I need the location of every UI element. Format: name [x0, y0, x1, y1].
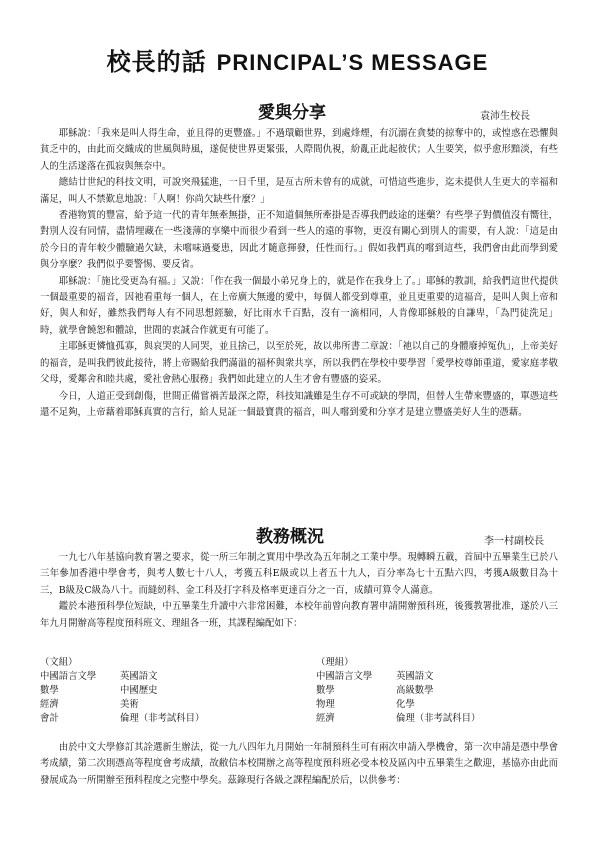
course-subject: 經濟 [40, 699, 59, 710]
section2-paragraph: 鑑於本港預科學位短缺，中五畢業生升讀中六非常困難，本校年前曾向教育署申請開辦預科班，後獲教署批准，遂於八三年九月開辦高等程度預科班文、理組各一班，其課程編配如下： [40, 601, 558, 629]
course-subject: 數學 [40, 685, 59, 696]
title-english: PRINCIPAL’S MESSAGE [216, 50, 489, 75]
section2-author: 李一村副校長 [484, 536, 544, 547]
course-subject: 英國語文 [396, 671, 434, 682]
section1-heading: 愛與分享 [258, 103, 326, 123]
course-subject: 經濟 [316, 713, 335, 724]
page-title [0, 42, 595, 77]
science-row [316, 712, 480, 726]
science-stream [316, 656, 480, 726]
science-row [316, 684, 480, 698]
section2-paragraph: 由於中文大學修訂其詮選新生辦法，從一九八四年九月開始一年制預科生可有兩次申請入學機會，第一次申請是憑中學會考成績，第二次則憑高等程度會考成績，故敝信本校開辦之高等程度預科班必受本校及區內中五畢業生之歡迎，基協亦由此而發展成為一所開辦至預科程度之完整中學矣。茲錄現行各級之課程編配於后，以供參考： [40, 742, 558, 786]
science-row [316, 698, 480, 712]
section1-paragraph: 香港物質的豐富，給予這一代的青年無牽無掛，正不知道個無所牽掛是否導我們歧途的迷藥？有些學子對價值沒有嚮往，對別人沒有同情，盡情埋藏在一些淺薄的享樂中而很少看到一些人的遠的事物，更沒有關心到別人的需要，有人說：「這是由於今日的青年較少體驗過欠缺，未嚐味過憂患，因此才隨意揮發，任性而行。」假如我們真的嚐到這些，我們會由此而學到愛與分享麼？我們似乎要警惕、要反省。 [40, 210, 558, 271]
section1-paragraph: 耶穌說：「我來是叫人得生命，並且得的更豐盛。」不過環顧世界，到處烽煙，有沉溺在貪婪的掠奪中的，或惶惑在恐懼與貧乏中的，由此而交織成的世風與時風，遂促使世界更緊張，人際間仇視，紛亂正此起彼伏；人生要笑，似乎愈形黯淡，有些人的生活遂落在孤寂與無奈中。 [40, 128, 558, 172]
course-subject: 英國語文 [120, 671, 158, 682]
title-chinese: 校長的話 [106, 48, 207, 76]
course-subject: 數學 [316, 685, 335, 696]
section2-heading: 教務概況 [256, 527, 324, 547]
course-subject: 倫理（非考試科目） [396, 713, 481, 724]
section1-paragraph: 今日，人道正受到創傷，世間正備嘗禍苦最深之際，科技知識雖是生存不可或缺的學問，但替人生帶來豐盛的，單憑這些還不足夠，上帝藉着耶穌真實的言行，給人見証一個最寶貴的福音，叫人嚐到愛和分享才是建立豐盛美好人生的憑藉。 [40, 390, 558, 418]
arts-row [40, 684, 204, 698]
science-row [316, 670, 480, 684]
course-subject: 會計 [40, 713, 59, 724]
arts-row [40, 670, 204, 684]
section1-paragraph: 主耶穌更憐恤孤寡，與哀哭的人同哭，並且捨己，以至於死，故以弗所書二章說：「祂以自己的身體廢掉冤仇」，上帝美好的福音，是叫我們彼此接待，將上帝賜給我們滿溢的福杯與衆共享，所以我們在學校中要學習「愛學校尊師重道，愛家庭孝敬父母，愛鄰舍和睦共處，愛社會熱心服務」我們如此建立的人生才會有豐盛的姿采。 [40, 341, 558, 386]
section2-paragraph: 一九七八年基協向教育署之要求，從一所三年制之實用中學改為五年制之工業中學。現轉瞬五載，首屆中五畢業生已於八三年參加香港中學會考，與考人數七十八人，考獲五科E級或以上者五十九人，百分率為七十五點六四，考獲A級數目為十三，B級及C級為八十。而縫紉科、金工科及打字科及格率更達百分之一百，成績可算令人滿意。 [40, 552, 558, 596]
section1-paragraph: 耶穌說：「施比受更為有福。」又說：「作在我一個最小弟兄身上的，就是作在我身上了。」耶穌的教訓，給我們這世代提供一個最重要的福音，因祂看重每一個人，在上帝廣大無邊的愛中，每個人都受到尊重，並且更重要的這福音，是叫人與上帝和好，與人和好，雖然我們每人有不同思想經驗，好比雨水千百點，沒有一滴相同，人肯像耶穌般的自謙卑，「為門徒洗足」時，就學會饒恕和體諒，世間的衷誠合作就更有可能了。 [40, 275, 558, 336]
arts-row [40, 712, 204, 726]
course-subject: 化學 [396, 699, 415, 710]
science-label: （理組） [316, 657, 354, 668]
course-subject: 中國語言文學 [316, 671, 373, 682]
section1-author: 袁沛生校長 [480, 111, 530, 122]
section2-body [40, 550, 558, 632]
section2-closing [40, 740, 558, 789]
course-subject: 物理 [316, 699, 335, 710]
section1-paragraph: 總結廿世紀的科技文明，可說突飛猛進，一日千里，是亙古所未曾有的成就，可惜這些進步，迄未提供人生更大的幸福和滿足，叫人不禁歎息地說：「人啊！你尚欠缺些什麼？」 [40, 177, 558, 205]
course-table [40, 656, 560, 726]
arts-row [40, 698, 204, 712]
course-subject: 倫理（非考試科目） [120, 713, 205, 724]
section1-body [40, 126, 558, 421]
course-subject: 美術 [120, 699, 139, 710]
arts-label: （文組） [40, 657, 78, 668]
course-subject: 中國歷史 [120, 685, 158, 696]
course-subject: 高級數學 [396, 685, 434, 696]
arts-stream [40, 656, 204, 726]
course-subject: 中國語言文學 [40, 671, 97, 682]
